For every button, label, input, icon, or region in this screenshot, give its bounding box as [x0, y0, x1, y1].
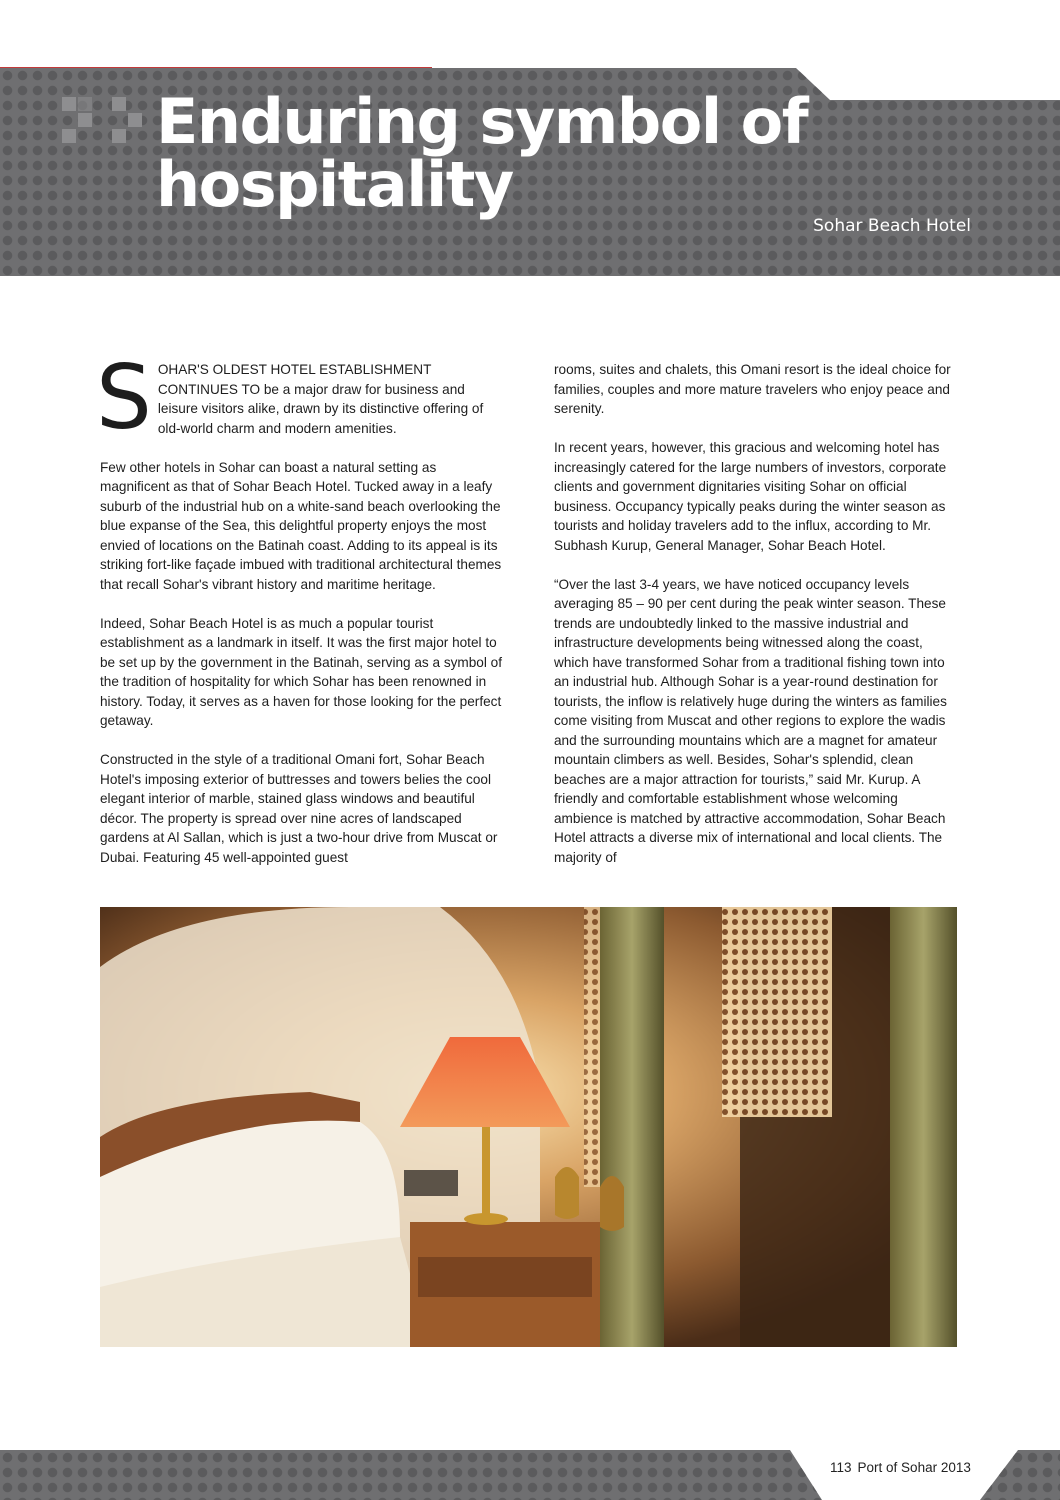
article-paragraph: “Over the last 3-4 years, we have noticed occupancy levels averaging 85 – 90 per cent during the peak winter season. These trends are undoubtedly linked to the massive industrial and infrastructure developments being witnessed along the coast, which have transformed Sohar from a traditional fishing town into an industrial hub. Although Sohar is a year-round destination for tourists, the inflow is relatively huge during the winters as families come visiting from Muscat and other regions to explore the wadis and the surrounding mountains which are a magnet for amateur mountain climbers as well. Besides, Sohar's splendid, clean beaches are a major attraction for tourists,” said Mr. Kurup. A friendly and comfortable establishment whose welcoming ambience is matched by attractive accommodation, Sohar Beach Hotel attracts a diverse mix of international and local clients. The majority of	[554, 576, 947, 865]
page-number: 113	[830, 1460, 852, 1475]
article-paragraph: rooms, suites and chalets, this Omani resort is the ideal choice for families, couples and more mature travelers who enjoy peace and serenity.	[554, 362, 951, 416]
page-folio	[830, 1460, 971, 1475]
publication-name: Port of Sohar 2013	[857, 1460, 971, 1475]
article-column-right	[554, 360, 956, 887]
footer-band	[0, 1450, 1060, 1500]
article-paragraph: SOHAR'S OLDEST HOTEL ESTABLISHMENT CONTINUES TO be a major draw for business and leisure visitors alike, drawn by its distinctive offering of old-world charm and modern amenities.	[96, 346, 484, 449]
subtitle: Sohar Beach Hotel	[813, 216, 971, 236]
drop-cap: S	[96, 346, 152, 449]
hotel-room-photo	[100, 907, 957, 1347]
article-paragraph: Few other hotels in Sohar can boast a natural setting as magnificent as that of Sohar Beach Hotel. Tucked away in a leafy suburb of the industrial hub on a white-sand beach overlooking the blue expanse of the Sea, this delightful property enjoys the most envied of locations on the Batinah coast. Adding to its appeal is its striking fort-like façade imbued with traditional architectural themes that recall Sohar's vibrant history and maritime heritage.	[100, 459, 502, 592]
page-title: Enduring symbol of hospitality	[156, 85, 808, 221]
footer-band-corner	[980, 1450, 1060, 1500]
article-column-left	[96, 346, 506, 887]
article-paragraph: In recent years, however, this gracious and welcoming hotel has increasingly catered for the large numbers of investors, corporate clients and government dignitaries visiting Sohar on official business. Occupancy typically peaks during the winter season as tourists and holiday travelers add to the influx, according to Mr. Subhash Kurup, General Manager, Sohar Beach Hotel.	[554, 440, 947, 553]
article-paragraph: Constructed in the style of a traditional Omani fort, Sohar Beach Hotel's imposing exterior of buttresses and towers belies the cool elegant interior of marble, stained glass windows and beautiful décor. The property is spread over nine acres of landscaped gardens at Al Sallan, which is just a two-hour drive from Muscat or Dubai. Featuring 45 well-appointed guest	[100, 752, 498, 865]
article-paragraph: Indeed, Sohar Beach Hotel is as much a popular tourist establishment as a landmark in itself. It was the first major hotel to be set up by the government in the Batinah, serving as a symbol of the tradition of hospitality for which Sohar has been renowned in history. Today, it serves as a haven for those looking for the perfect getaway.	[100, 615, 503, 728]
